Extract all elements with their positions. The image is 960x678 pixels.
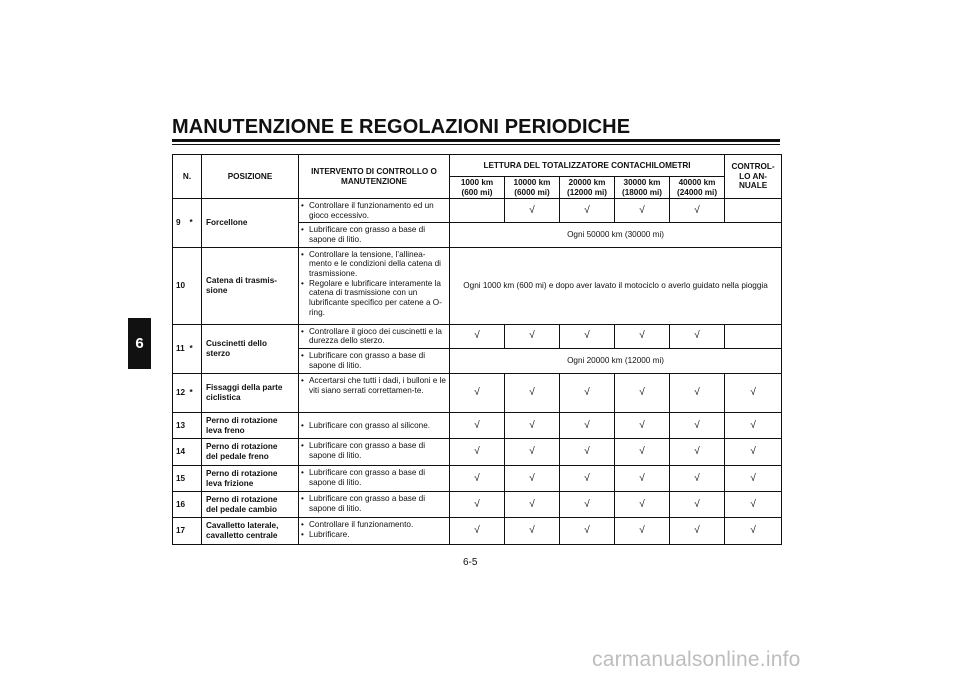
row-position: Catena di trasmis- sione	[202, 247, 299, 324]
row-action: • Accertarsi che tutti i dadi, i bulloni e le viti siano serrati correttamen-te.	[299, 374, 450, 413]
check-mark: √	[560, 324, 615, 348]
row-number: 17	[173, 518, 190, 545]
interval-note: Ogni 50000 km (30000 mi)	[450, 223, 782, 247]
row-position: Fissaggi della parte ciclistica	[202, 374, 299, 413]
row-asterisk: *	[190, 374, 202, 413]
row-number: 12	[173, 374, 190, 413]
check-mark: √	[615, 413, 670, 439]
row-action: • Controllare il gioco dei cuscinetti e la durezza dello sterzo.	[299, 324, 450, 348]
empty-cell	[725, 324, 782, 348]
check-mark: √	[450, 413, 505, 439]
row-number: 14	[173, 439, 190, 466]
check-mark: √	[725, 492, 782, 518]
check-mark: √	[505, 413, 560, 439]
header-position: POSIZIONE	[202, 155, 299, 199]
row-number: 13	[173, 413, 190, 439]
table-row	[173, 413, 782, 439]
header-km: 20000 km (12000 mi)	[560, 177, 615, 199]
check-mark: √	[615, 199, 670, 223]
check-mark: √	[560, 518, 615, 545]
check-mark: √	[560, 439, 615, 466]
check-mark: √	[670, 324, 725, 348]
empty-cell	[450, 199, 505, 223]
check-mark: √	[670, 374, 725, 413]
check-mark: √	[505, 466, 560, 492]
header-km: 10000 km (6000 mi)	[505, 177, 560, 199]
row-asterisk	[190, 518, 202, 545]
check-mark: √	[725, 413, 782, 439]
header-annual: CONTROL- LO AN- NUALE	[725, 155, 782, 199]
check-mark: √	[450, 518, 505, 545]
row-asterisk	[190, 492, 202, 518]
check-mark: √	[615, 324, 670, 348]
row-action: • Controllare la tensione, l’allinea-mento e le condizioni della catena di trasmissione. • Regolare e lubrificare interamente la catena di trasmissione con un lubrificante specifico per catene a O-ring.	[299, 247, 450, 324]
check-mark: √	[450, 492, 505, 518]
table-row	[173, 199, 782, 223]
check-mark: √	[560, 413, 615, 439]
row-position: Cavalletto laterale, cavalletto centrale	[202, 518, 299, 545]
check-mark: √	[450, 466, 505, 492]
header-km: 30000 km (18000 mi)	[615, 177, 670, 199]
row-position: Perno di rotazione leva freno	[202, 413, 299, 439]
header-km: 1000 km (600 mi)	[450, 177, 505, 199]
row-number: 16	[173, 492, 190, 518]
table-row	[173, 439, 782, 466]
check-mark: √	[450, 324, 505, 348]
row-action: • Lubrificare con grasso a base di sapone di litio.	[299, 492, 450, 518]
check-mark: √	[450, 439, 505, 466]
check-mark: √	[505, 324, 560, 348]
interval-note: Ogni 1000 km (600 mi) e dopo aver lavato il motociclo o averlo guidato nella pioggia	[450, 247, 782, 324]
row-number: 9	[173, 199, 190, 248]
table-row	[173, 518, 782, 545]
check-mark: √	[670, 439, 725, 466]
row-number: 15	[173, 466, 190, 492]
header-action: INTERVENTO DI CONTROLLO O MANUTENZIONE	[299, 155, 450, 199]
check-mark: √	[450, 374, 505, 413]
row-asterisk: *	[190, 324, 202, 373]
check-mark: √	[560, 374, 615, 413]
row-asterisk	[190, 413, 202, 439]
header-row	[173, 155, 782, 177]
title-rule-thin	[172, 144, 780, 145]
row-action: • Lubrificare con grasso a base di sapone di litio.	[299, 223, 450, 247]
row-asterisk	[190, 247, 202, 324]
check-mark: √	[615, 492, 670, 518]
page-number: 6-5	[463, 557, 478, 568]
header-num: N.	[173, 155, 202, 199]
row-action: • Controllare il funzionamento ed un gioco eccessivo.	[299, 199, 450, 223]
row-action: • Lubrificare con grasso a base di sapone di litio.	[299, 466, 450, 492]
check-mark: √	[505, 439, 560, 466]
row-action: • Controllare il funzionamento. • Lubrificare.	[299, 518, 450, 545]
header-odometer: LETTURA DEL TOTALIZZATORE CONTACHILOMETRI	[450, 155, 725, 177]
check-mark: √	[560, 492, 615, 518]
check-mark: √	[670, 199, 725, 223]
row-asterisk: *	[190, 199, 202, 248]
check-mark: √	[725, 374, 782, 413]
check-mark: √	[615, 466, 670, 492]
table-row	[173, 492, 782, 518]
table-row	[173, 466, 782, 492]
row-asterisk	[190, 439, 202, 466]
check-mark: √	[615, 439, 670, 466]
check-mark: √	[670, 492, 725, 518]
check-mark: √	[505, 374, 560, 413]
row-action: • Lubrificare con grasso a base di sapone di litio.	[299, 349, 450, 374]
check-mark: √	[670, 466, 725, 492]
check-mark: √	[560, 466, 615, 492]
row-position: Perno di rotazione leva frizione	[202, 466, 299, 492]
maintenance-table	[172, 154, 782, 545]
check-mark: √	[505, 199, 560, 223]
row-action: • Lubrificare con grasso al silicone.	[299, 413, 450, 439]
row-position: Perno di rotazione del pedale cambio	[202, 492, 299, 518]
row-asterisk	[190, 466, 202, 492]
row-position: Cuscinetti dello sterzo	[202, 324, 299, 373]
check-mark: √	[725, 466, 782, 492]
row-position: Perno di rotazione del pedale freno	[202, 439, 299, 466]
chapter-tab: 6	[128, 318, 151, 369]
check-mark: √	[615, 374, 670, 413]
check-mark: √	[670, 518, 725, 545]
check-mark: √	[725, 518, 782, 545]
check-mark: √	[615, 518, 670, 545]
watermark: carmanualsonline.info	[592, 648, 801, 671]
row-number: 11	[173, 324, 190, 373]
interval-note: Ogni 20000 km (12000 mi)	[450, 349, 782, 374]
check-mark: √	[725, 439, 782, 466]
table-row	[173, 247, 782, 324]
check-mark: √	[505, 492, 560, 518]
empty-cell	[725, 199, 782, 223]
table-row	[173, 374, 782, 413]
row-action: • Lubrificare con grasso a base di sapone di litio.	[299, 439, 450, 466]
page-title: MANUTENZIONE E REGOLAZIONI PERIODICHE	[172, 116, 631, 138]
title-rule	[172, 139, 780, 142]
header-km: 40000 km (24000 mi)	[670, 177, 725, 199]
check-mark: √	[560, 199, 615, 223]
row-position: Forcellone	[202, 199, 299, 248]
table-row	[173, 324, 782, 348]
check-mark: √	[505, 518, 560, 545]
check-mark: √	[670, 413, 725, 439]
row-number: 10	[173, 247, 190, 324]
